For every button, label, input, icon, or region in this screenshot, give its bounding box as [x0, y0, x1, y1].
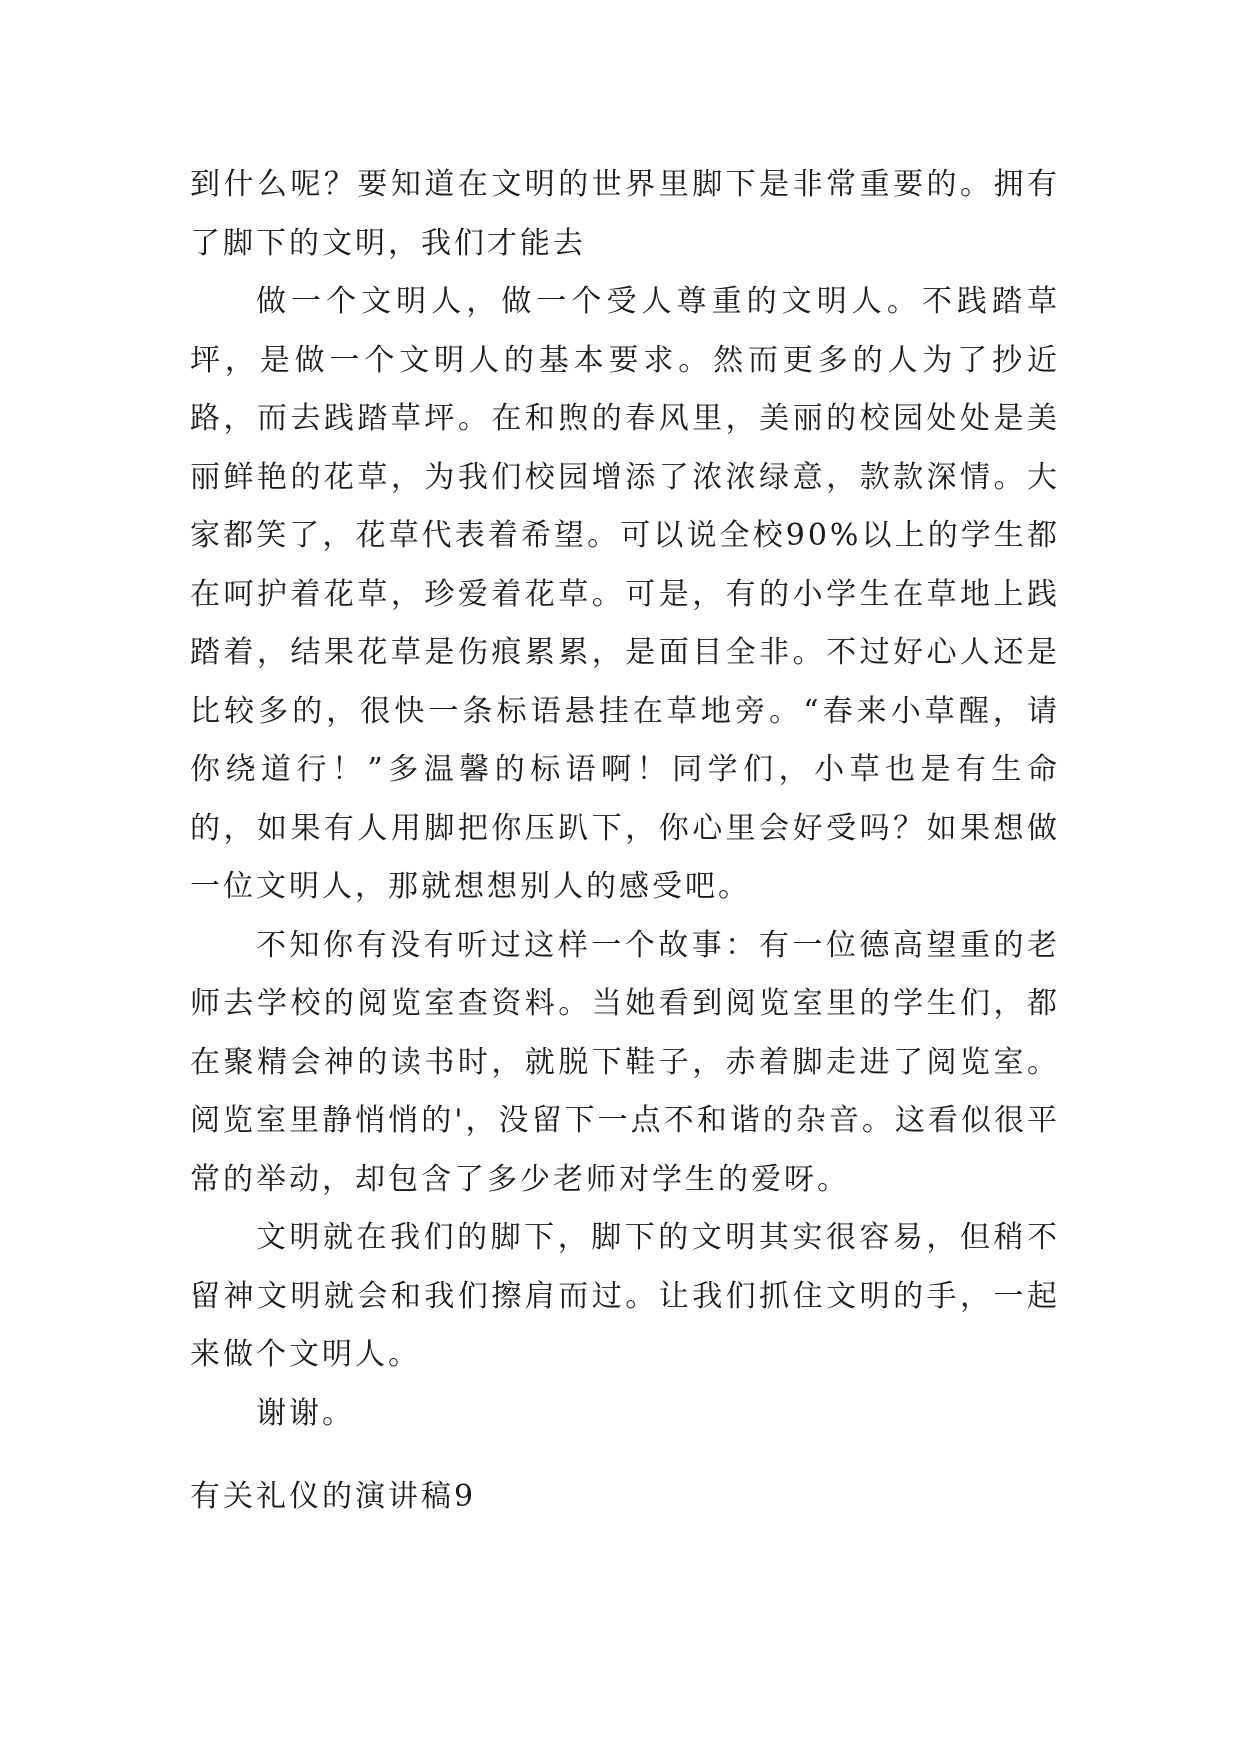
paragraph-5: 谢谢。 [256, 1395, 355, 1431]
document-body [190, 156, 1060, 1443]
paragraph-4: 文明就在我们的脚下，脚下的文明其实很容易，但稍不留神文明就会和我们擦肩而过。让我们抓住文明的手，一起来做个文明人。 [190, 1220, 1060, 1372]
section-heading: 有关礼仪的演讲稿9 [190, 1479, 477, 1514]
paragraph-3: 不知你有没有听过这样一个故事：有一位德高望重的老师去学校的阅览室查资料。当她看到阅览室里的学生们，都在聚精会神的读书时，就脱下鞋子，赤着脚走进了阅览室。阅览室里静悄悄的'，没留下一点不和谐的杂音。这看似很平常的举动，却包含了多少老师对学生的爱呀。 [190, 927, 1060, 1197]
paragraph-2: 做一个文明人，做一个受人尊重的文明人。不践踏草坪，是做一个文明人的基本要求。然而更多的人为了抄近路，而去践踏草坪。在和煦的春风里，美丽的校园处处是美丽鲜艳的花草，为我们校园增添了浓浓绿意，款款深情。大家都笑了，花草代表着希望。可以说全校90%以上的学生都在呵护着花草，珍爱着花草。可是，有的小学生在草地上践踏着，结果花草是伤痕累累，是面目全非。不过好心人还是比较多的，很快一条标语悬挂在草地旁。“春来小草醒，请你绕道行！”多温馨的标语啊！同学们，小草也是有生命的，如果有人用脚把你压趴下，你心里会好受吗？如果想做一位文明人，那就想想别人的感受吧。 [190, 284, 1060, 904]
paragraph-1: 到什么呢？要知道在文明的世界里脚下是非常重要的。拥有了脚下的文明，我们才能去 [190, 167, 1060, 261]
